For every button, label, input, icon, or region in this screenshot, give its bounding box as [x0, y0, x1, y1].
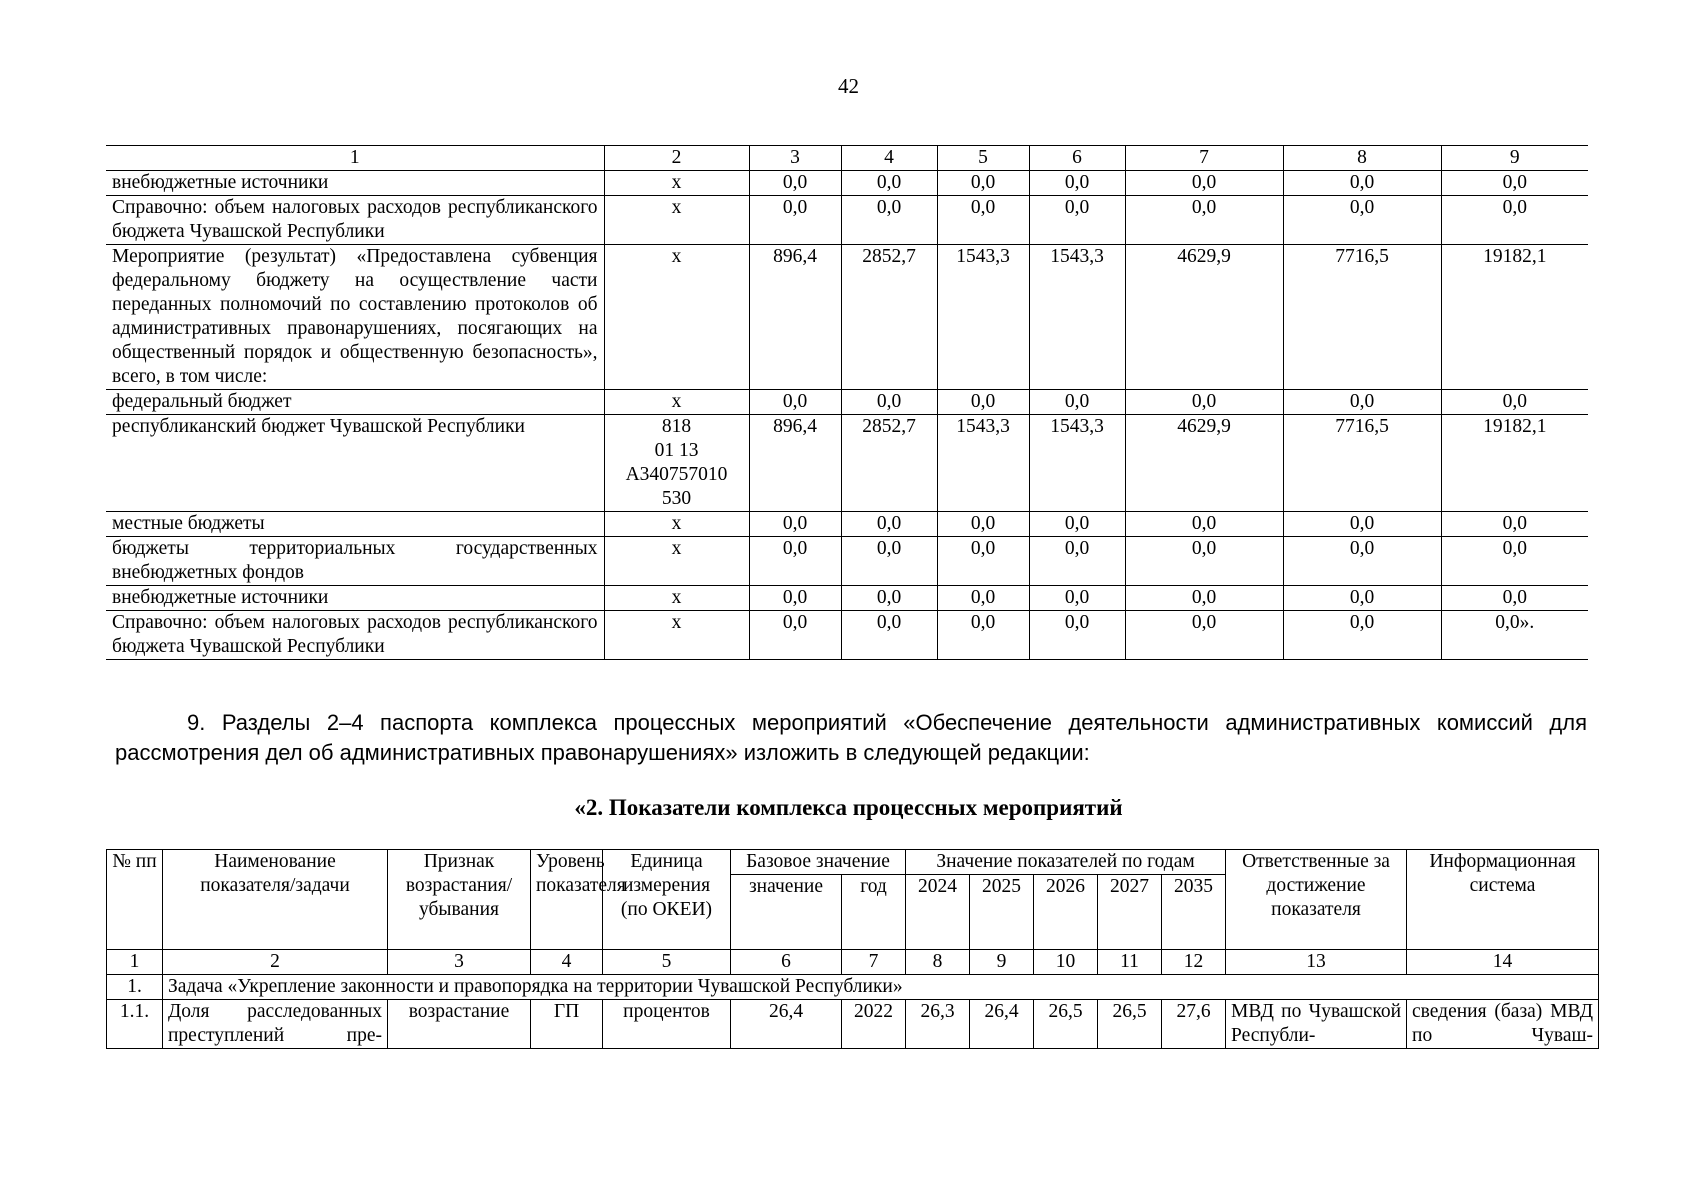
budget-row-value: 0,0: [1441, 512, 1588, 537]
column-number: 8: [906, 950, 970, 975]
budget-row-code: х: [604, 586, 749, 611]
column-number: 1: [106, 146, 604, 171]
budget-row-value: 0,0: [937, 537, 1029, 586]
budget-row-value: 0,0: [841, 537, 937, 586]
task-row: [107, 975, 1599, 1000]
column-number: 14: [1407, 950, 1599, 975]
budget-row-code: х: [604, 512, 749, 537]
budget-row-code: х: [604, 537, 749, 586]
budget-row-value: 0,0: [1441, 586, 1588, 611]
budget-row-value: 0,0: [1283, 586, 1441, 611]
budget-row-value: 0,0: [749, 611, 841, 660]
header-year: 2035: [1162, 875, 1226, 950]
budget-row-value: 19182,1: [1441, 245, 1588, 390]
budget-row-value: 0,0: [1283, 171, 1441, 196]
budget-row-value: 0,0: [749, 512, 841, 537]
budget-row-value: 0,0: [937, 390, 1029, 415]
column-number: 7: [1125, 146, 1283, 171]
budget-row-value: 1543,3: [937, 245, 1029, 390]
budget-table-row: [106, 537, 1588, 586]
indicator-value: 26,3: [906, 1000, 970, 1049]
budget-row-value: 0,0: [1125, 537, 1283, 586]
budget-row-value: 0,0: [1441, 171, 1588, 196]
budget-row-value: 0,0: [1125, 611, 1283, 660]
budget-row-value: 0,0: [1283, 611, 1441, 660]
header-unit: Единица измерения (по ОКЕИ): [603, 850, 731, 950]
budget-table-row: [106, 390, 1588, 415]
budget-row-name: местные бюджеты: [106, 512, 604, 537]
budget-row-value: 0,0: [1125, 390, 1283, 415]
budget-row-name: республиканский бюджет Чувашской Республики: [106, 415, 604, 512]
budget-row-value: 0,0: [841, 512, 937, 537]
budget-table-row: [106, 512, 1588, 537]
budget-row-name: бюджеты территориальных государственных внебюджетных фондов: [106, 537, 604, 586]
budget-table: [106, 145, 1588, 660]
budget-row-value: 19182,1: [1441, 415, 1588, 512]
column-number: 8: [1283, 146, 1441, 171]
budget-row-code: 818 01 13 А340757010 530: [604, 415, 749, 512]
budget-row-value: 0,0: [1029, 171, 1125, 196]
budget-row-value: 0,0: [1441, 390, 1588, 415]
budget-row-value: 7716,5: [1283, 415, 1441, 512]
budget-row-name: Мероприятие (результат) «Предоставлена субвенция федеральному бюджету на осуществление части переданных полномочий по составлению протоколов об административных правонарушениях, посягающих на общественный порядок и общественную безопасность», всего, в том числе:: [106, 245, 604, 390]
column-number: 7: [842, 950, 906, 975]
indicator-num: 1.1.: [107, 1000, 163, 1049]
budget-row-value: 0,0: [1125, 196, 1283, 245]
column-number: 4: [841, 146, 937, 171]
budget-row-value: 0,0: [1283, 390, 1441, 415]
header-base-year: год: [842, 875, 906, 950]
task-text: Задача «Укрепление законности и правопорядка на территории Чувашской Республики»: [163, 975, 1599, 1000]
budget-row-value: 0,0: [841, 390, 937, 415]
budget-row-value: 0,0: [1441, 196, 1588, 245]
budget-row-value: 0,0: [749, 196, 841, 245]
budget-row-value: 896,4: [749, 245, 841, 390]
budget-row-value: 0,0: [841, 196, 937, 245]
budget-row-value: 0,0: [841, 586, 937, 611]
header-name: Наименование показателя/задачи: [163, 850, 388, 950]
header-year: 2025: [970, 875, 1034, 950]
column-number: 2: [604, 146, 749, 171]
indicator-value: 27,6: [1162, 1000, 1226, 1049]
indicators-header-row: [107, 850, 1599, 875]
indicator-base-year: 2022: [842, 1000, 906, 1049]
indicator-unit: процентов: [603, 1000, 731, 1049]
budget-row-value: 0,0: [841, 171, 937, 196]
indicator-row: [107, 1000, 1599, 1049]
header-year: 2024: [906, 875, 970, 950]
column-number: 9: [1441, 146, 1588, 171]
budget-row-value: 0,0: [749, 390, 841, 415]
budget-row-value: 1543,3: [937, 415, 1029, 512]
budget-row-value: 0,0: [1029, 586, 1125, 611]
budget-row-value: 0,0: [937, 512, 1029, 537]
budget-row-value: 0,0: [937, 196, 1029, 245]
budget-row-value: 1543,3: [1029, 245, 1125, 390]
indicator-value: 26,4: [970, 1000, 1034, 1049]
budget-table-row: [106, 586, 1588, 611]
budget-row-value: 0,0: [1125, 171, 1283, 196]
budget-row-value: 896,4: [749, 415, 841, 512]
column-number: 3: [749, 146, 841, 171]
budget-row-value: 0,0: [749, 537, 841, 586]
column-number: 3: [388, 950, 531, 975]
column-number: 4: [531, 950, 603, 975]
budget-row-name: Справочно: объем налоговых расходов республиканского бюджета Чувашской Республики: [106, 196, 604, 245]
header-level: Уровень показателя: [531, 850, 603, 950]
indicators-table: [106, 849, 1599, 1049]
task-num: 1.: [107, 975, 163, 1000]
header-info-system: Информационная система: [1407, 850, 1599, 950]
budget-row-value: 0,0: [1029, 196, 1125, 245]
budget-row-value: 0,0: [1283, 196, 1441, 245]
indicator-responsible: МВД по Чувашской Республи-: [1226, 1000, 1407, 1049]
budget-row-value: 0,0: [749, 586, 841, 611]
budget-row-value: 0,0: [841, 611, 937, 660]
budget-row-value: 0,0: [1441, 537, 1588, 586]
column-number: 5: [603, 950, 731, 975]
budget-row-name: Справочно: объем налоговых расходов республиканского бюджета Чувашской Республики: [106, 611, 604, 660]
budget-row-value: 0,0: [1029, 537, 1125, 586]
budget-row-value: 2852,7: [841, 245, 937, 390]
budget-row-value: 0,0: [1029, 512, 1125, 537]
budget-row-code: х: [604, 171, 749, 196]
budget-row-value: 0,0: [1283, 512, 1441, 537]
amendment-paragraph: 9. Разделы 2–4 паспорта комплекса процессных мероприятий «Обеспечение деятельности административных комиссий для рассмотрения дел об административных правонарушениях» изложить в следующей редакции:: [115, 710, 1587, 765]
header-values-by-year: Значение показателей по годам: [906, 850, 1226, 875]
budget-row-value: 0,0: [749, 171, 841, 196]
budget-table-row: [106, 611, 1588, 660]
header-sign: Признак возрастания/убывания: [388, 850, 531, 950]
budget-table-row: [106, 415, 1588, 512]
column-numbers-row: [107, 950, 1599, 975]
column-number: 13: [1226, 950, 1407, 975]
indicator-value: 26,5: [1098, 1000, 1162, 1049]
budget-table-header-row: [106, 146, 1588, 171]
budget-row-value: 0,0».: [1441, 611, 1588, 660]
budget-row-value: 0,0: [1283, 537, 1441, 586]
budget-row-value: 1543,3: [1029, 415, 1125, 512]
header-base: Базовое значение: [731, 850, 906, 875]
column-number: 1: [107, 950, 163, 975]
budget-row-value: 2852,7: [841, 415, 937, 512]
header-num: № пп: [107, 850, 163, 950]
budget-row-name: внебюджетные источники: [106, 586, 604, 611]
budget-row-code: х: [604, 196, 749, 245]
budget-row-value: 4629,9: [1125, 245, 1283, 390]
budget-table-row: [106, 196, 1588, 245]
column-number: 9: [970, 950, 1034, 975]
indicator-info-system: сведения (база) МВД по Чуваш-: [1407, 1000, 1599, 1049]
indicator-value: 26,5: [1034, 1000, 1098, 1049]
budget-table-row: [106, 245, 1588, 390]
budget-row-value: 7716,5: [1283, 245, 1441, 390]
indicator-level: ГП: [531, 1000, 603, 1049]
budget-table-row: [106, 171, 1588, 196]
indicator-name: Доля расследованных преступлений пре-: [163, 1000, 388, 1049]
column-number: 6: [731, 950, 842, 975]
header-year: 2026: [1034, 875, 1098, 950]
indicator-base-value: 26,4: [731, 1000, 842, 1049]
section-heading: «2. Показатели комплекса процессных мероприятий: [574, 795, 1123, 820]
budget-row-code: х: [604, 611, 749, 660]
indicator-sign: возрастание: [388, 1000, 531, 1049]
budget-row-value: 0,0: [1029, 611, 1125, 660]
budget-row-code: х: [604, 390, 749, 415]
column-number: 10: [1034, 950, 1098, 975]
header-responsible: Ответственные за достижение показателя: [1226, 850, 1407, 950]
column-number: 12: [1162, 950, 1226, 975]
column-number: 6: [1029, 146, 1125, 171]
page-number: 42: [838, 74, 859, 98]
budget-row-value: 0,0: [1125, 512, 1283, 537]
header-base-value: значение: [731, 875, 842, 950]
budget-row-value: 0,0: [1125, 586, 1283, 611]
column-number: 2: [163, 950, 388, 975]
column-number: 11: [1098, 950, 1162, 975]
budget-row-value: 0,0: [937, 171, 1029, 196]
budget-row-name: внебюджетные источники: [106, 171, 604, 196]
budget-row-value: 4629,9: [1125, 415, 1283, 512]
budget-row-value: 0,0: [1029, 390, 1125, 415]
header-year: 2027: [1098, 875, 1162, 950]
budget-row-code: х: [604, 245, 749, 390]
budget-row-value: 0,0: [937, 611, 1029, 660]
budget-row-name: федеральный бюджет: [106, 390, 604, 415]
budget-row-value: 0,0: [937, 586, 1029, 611]
column-number: 5: [937, 146, 1029, 171]
